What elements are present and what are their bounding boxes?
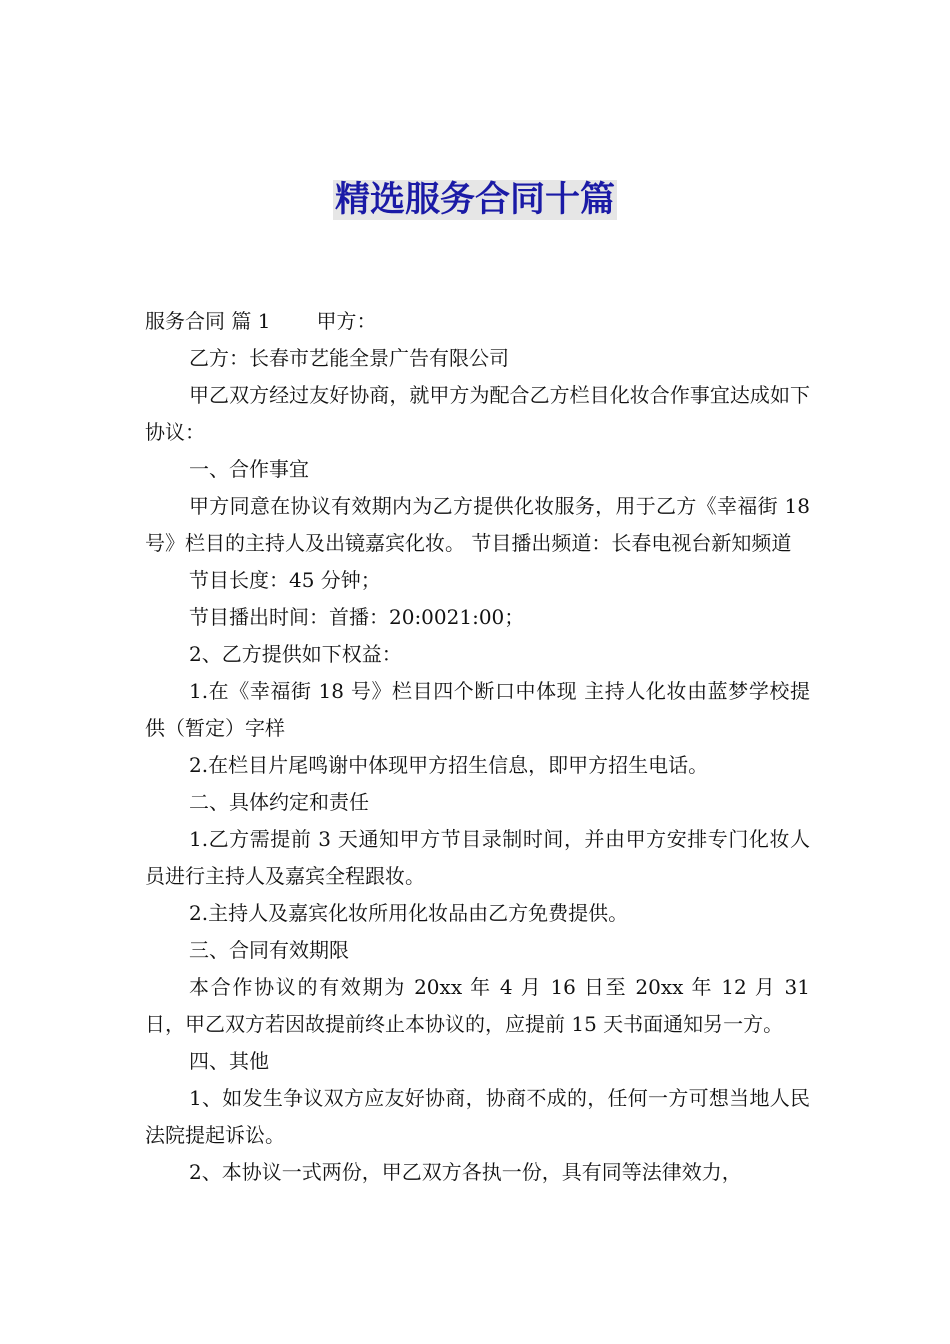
paragraph: 2.主持人及嘉宾化妆所用化妆品由乙方免费提供。 [189, 901, 629, 925]
document-body [145, 303, 810, 1191]
section-heading: 服务合同 篇 1 [145, 309, 271, 333]
document-title-text: 精选服务合同十篇 [334, 180, 615, 220]
paragraph: 四、其他 [189, 1049, 269, 1073]
paragraph: 二、具体约定和责任 [189, 790, 369, 814]
paragraph: 1.乙方需提前 3 天通知甲方节目录制时间，并由甲方安排专门化妆人员进行主持人及嘉宾全程跟妆。 [145, 827, 810, 888]
paragraph: 节目播出时间：首播：20:0021:00； [189, 605, 525, 629]
paragraph: 2.在栏目片尾鸣谢中体现甲方招生信息，即甲方招生电话。 [189, 753, 709, 777]
paragraph: 三、合同有效期限 [189, 938, 349, 962]
document-title [0, 172, 950, 228]
paragraph: 本合作协议的有效期为 20xx 年 4 月 16 日至 20xx 年 12 月 31 日，甲乙双方若因故提前终止本协议的，应提前 15 天书面通知另一方。 [145, 975, 810, 1036]
paragraph: 2、本协议一式两份，甲乙双方各执一份，具有同等法律效力， [189, 1160, 742, 1184]
paragraph: 1、如发生争议双方应友好协商，协商不成的，任何一方可想当地人民法院提起诉讼。 [145, 1086, 810, 1147]
paragraph: 节目长度：45 分钟； [189, 568, 381, 592]
paragraph: 乙方：长春市艺能全景广告有限公司 [189, 346, 509, 370]
paragraph: 甲乙双方经过友好协商，就甲方为配合乙方栏目化妆合作事宜达成如下协议： [145, 383, 810, 444]
paragraph: 甲方同意在协议有效期内为乙方提供化妆服务，用于乙方《幸福街 18 号》栏目的主持人及出镜嘉宾化妆。 节目播出频道：长春电视台新知频道 [145, 494, 810, 555]
paragraph: 1.在《幸福街 18 号》栏目四个断口中体现 主持人化妆由蓝梦学校提供（暂定）字样 [145, 679, 810, 740]
party-a-label: 甲方： [316, 309, 377, 333]
paragraph: 一、合作事宜 [189, 457, 309, 481]
first-line [145, 303, 810, 340]
paragraph: 2、乙方提供如下权益： [189, 642, 402, 666]
